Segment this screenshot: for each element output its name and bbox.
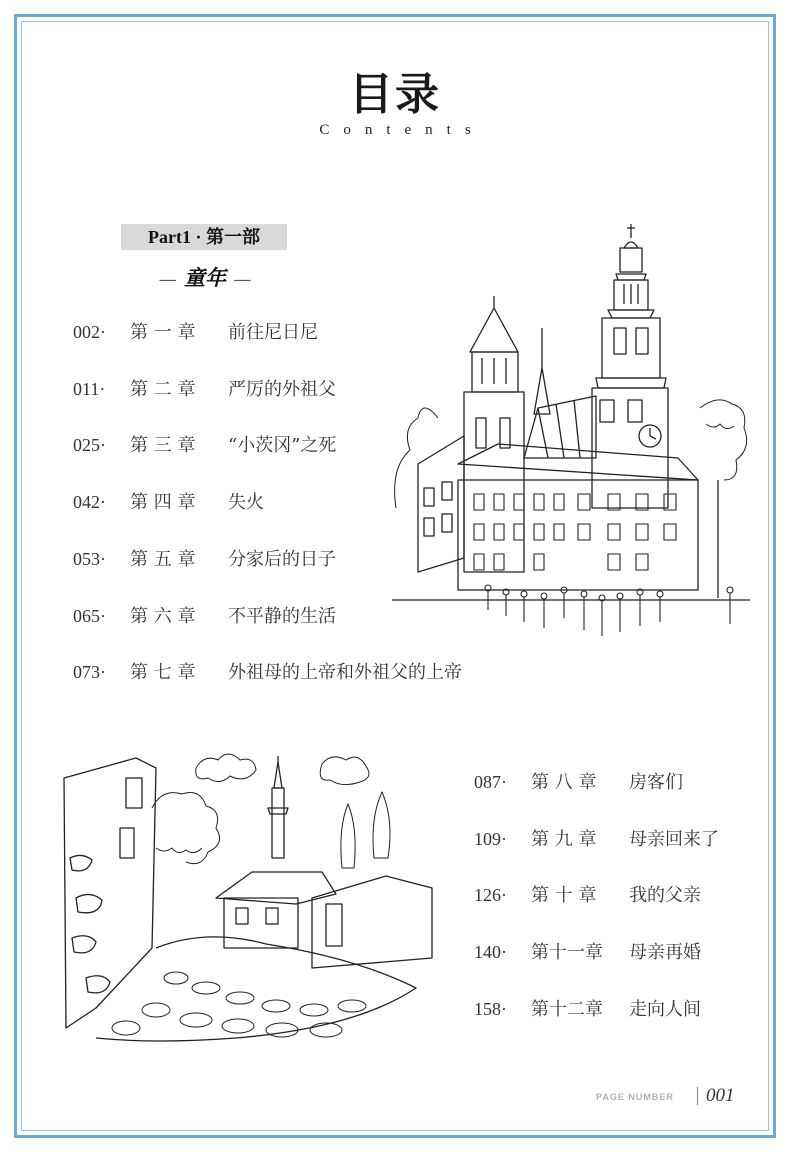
toc-chapter-label: 第 二 章 xyxy=(130,379,196,400)
toc-chapter-title: 分家后的日子 xyxy=(228,549,336,570)
toc-item[interactable] xyxy=(73,318,318,346)
footer-label: PAGE NUMBER xyxy=(596,1092,674,1102)
toc-chapter-title: 我的父亲 xyxy=(629,885,701,906)
toc-chapter-title: 房客们 xyxy=(629,772,683,793)
toc-item[interactable] xyxy=(73,602,336,630)
cathedral-illustration xyxy=(388,218,754,650)
footer-separator xyxy=(697,1087,698,1105)
toc-chapter-title: 不平静的生活 xyxy=(228,606,336,627)
toc-chapter-label: 第 八 章 xyxy=(531,772,597,793)
toc-chapter-title: 严厉的外祖父 xyxy=(228,379,336,400)
toc-chapter-label: 第 一 章 xyxy=(130,322,196,343)
toc-page-number: 158· xyxy=(474,999,507,1019)
toc-chapter-title: 前往尼日尼 xyxy=(228,322,318,343)
toc-page-number: 002· xyxy=(73,322,106,342)
toc-item[interactable] xyxy=(73,375,336,403)
toc-chapter-title: 母亲再婚 xyxy=(629,942,701,963)
toc-item[interactable] xyxy=(73,545,336,573)
toc-page-number: 065· xyxy=(73,606,106,626)
toc-chapter-title: 母亲回来了 xyxy=(629,829,719,850)
toc-chapter-label: 第 六 章 xyxy=(130,606,196,627)
toc-page-number: 073· xyxy=(73,662,106,682)
toc-item[interactable] xyxy=(73,658,462,686)
page-subtitle: Contents xyxy=(319,122,485,138)
toc-chapter-label: 第 三 章 xyxy=(130,435,196,456)
toc-chapter-title: 走向人间 xyxy=(629,999,701,1020)
toc-chapter-title: “小茨冈”之死 xyxy=(228,435,337,456)
toc-item[interactable] xyxy=(474,768,683,796)
toc-chapter-label: 第 十 章 xyxy=(531,885,597,906)
toc-item[interactable] xyxy=(474,825,719,853)
section-title-text: 童年 xyxy=(184,265,226,290)
section-title xyxy=(150,262,260,292)
toc-page-number: 053· xyxy=(73,549,106,569)
toc-chapter-title: 失火 xyxy=(228,492,264,513)
toc-chapter-label: 第 四 章 xyxy=(130,492,196,513)
section-dash-right: — xyxy=(233,269,252,290)
page-title: 目录 xyxy=(349,69,441,120)
toc-page-number: 011· xyxy=(73,379,106,399)
toc-page-number: 140· xyxy=(474,942,507,962)
part-badge: Part1 · 第一部 xyxy=(121,224,287,250)
toc-chapter-label: 第十一章 xyxy=(531,942,603,963)
toc-chapter-label: 第 九 章 xyxy=(531,829,597,850)
toc-page-number: 025· xyxy=(73,435,106,455)
toc-item[interactable] xyxy=(73,488,264,516)
toc-page-number: 109· xyxy=(474,829,507,849)
toc-chapter-label: 第十二章 xyxy=(531,999,603,1020)
toc-chapter-label: 第 七 章 xyxy=(130,662,196,683)
toc-page-number: 087· xyxy=(474,772,507,792)
street-illustration xyxy=(56,748,438,1048)
toc-item[interactable] xyxy=(474,881,701,909)
toc-chapter-label: 第 五 章 xyxy=(130,549,196,570)
toc-item[interactable] xyxy=(474,995,701,1023)
section-dash-left: — xyxy=(158,269,177,290)
toc-chapter-title: 外祖母的上帝和外祖父的上帝 xyxy=(228,662,462,683)
toc-item[interactable] xyxy=(73,431,336,459)
toc-page-number: 126· xyxy=(474,885,507,905)
toc-page-number: 042· xyxy=(73,492,106,512)
footer-page-number: 001 xyxy=(706,1085,735,1106)
toc-item[interactable] xyxy=(474,938,701,966)
